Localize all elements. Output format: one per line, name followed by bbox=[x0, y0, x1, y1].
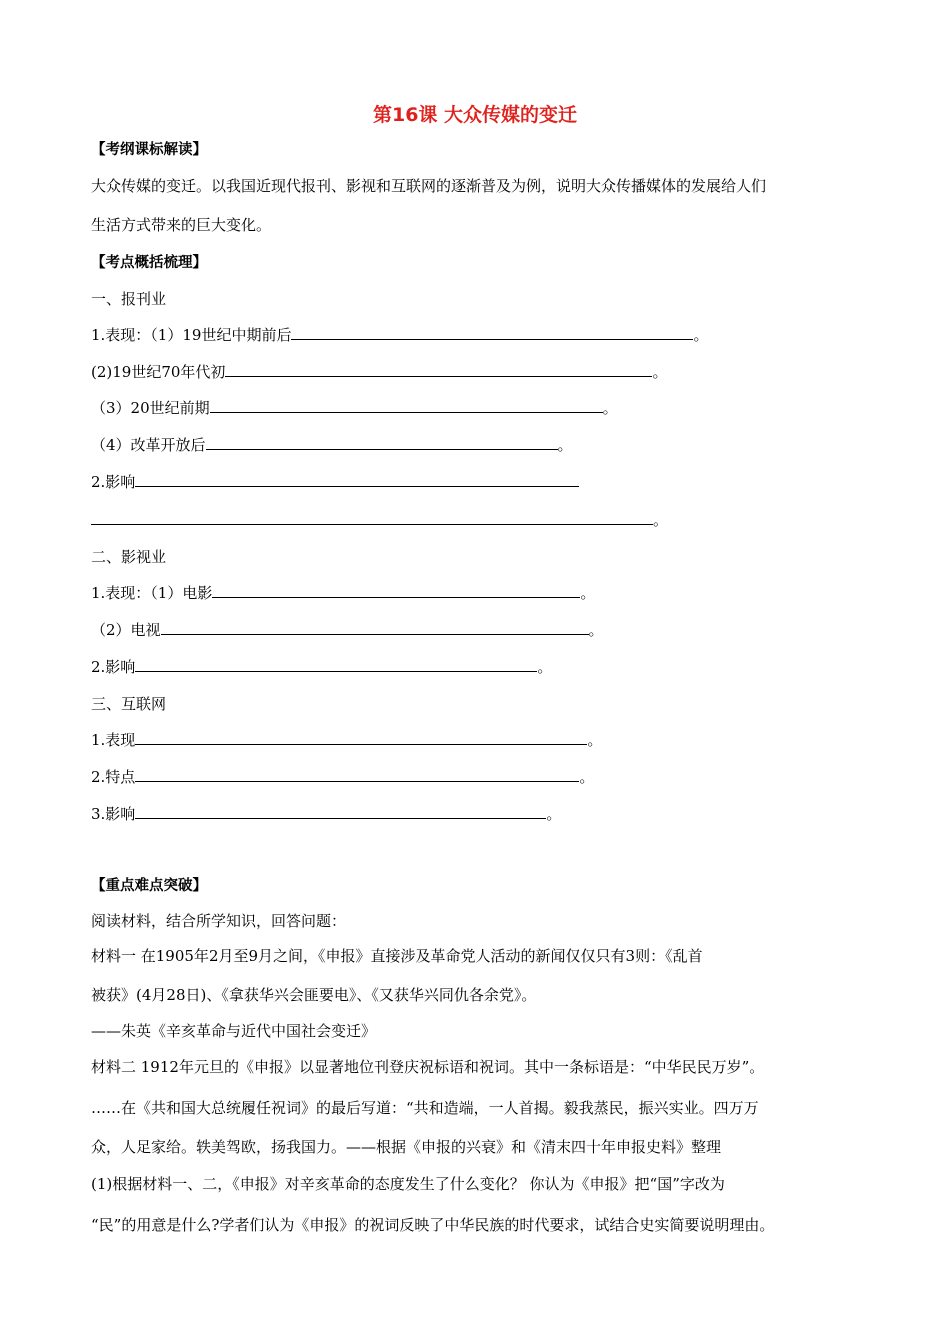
film-item-2 bbox=[91, 620, 604, 640]
item-label: 2.影响 bbox=[91, 473, 136, 491]
newspaper-influence-cont bbox=[91, 510, 668, 530]
answer-blank[interactable] bbox=[210, 398, 603, 413]
section-newspaper-heading: 一、报刊业 bbox=[91, 290, 167, 308]
internet-item-2 bbox=[91, 767, 594, 787]
material-2-line-3: 众，人足家给。轶美驾欧，扬我国力。——根据《申报的兴衰》和《清末四十年申报史料》整理 bbox=[91, 1138, 722, 1156]
points-heading: 【考点概括梳理】 bbox=[91, 255, 207, 271]
material-1-line-2: 被获》(4月28日)、《拿获华兴会匪要电》、《又获华兴同仇各余党》。 bbox=[91, 986, 537, 1004]
answer-blank[interactable] bbox=[135, 730, 587, 745]
newspaper-influence bbox=[91, 472, 579, 492]
page-title: 第16课 大众传媒的变迁 bbox=[372, 104, 578, 126]
material-1-line-1: 材料一 在1905年2月至9月之间，《申报》直接涉及革命党人活动的新闻仅仅只有3则：《乱首 bbox=[91, 947, 703, 965]
item-label: 2.特点 bbox=[91, 768, 136, 786]
newspaper-item-3 bbox=[91, 398, 618, 418]
answer-blank[interactable] bbox=[212, 583, 580, 598]
newspaper-item-2 bbox=[91, 362, 667, 382]
question-1-line-1: (1)根据材料一、二，《申报》对辛亥革命的态度发生了什么变化？ 你认为《申报》把“国”字改为 bbox=[91, 1175, 725, 1193]
period-mark: 。 bbox=[546, 805, 562, 823]
internet-item-1 bbox=[91, 730, 602, 750]
newspaper-item-4 bbox=[91, 435, 573, 455]
film-item-1 bbox=[91, 583, 595, 603]
answer-blank[interactable] bbox=[91, 510, 653, 525]
period-mark: 。 bbox=[557, 436, 573, 454]
item-label: 1.表现：（1）电影 bbox=[91, 584, 213, 602]
answer-blank[interactable] bbox=[206, 435, 558, 450]
answer-blank[interactable] bbox=[161, 620, 589, 635]
material-2-line-1: 材料二 1912年元旦的《申报》以显著地位刊登庆祝标语和祝词。其中一条标语是：“中华民民万岁”。 bbox=[91, 1058, 765, 1076]
section-internet-heading: 三、互联网 bbox=[91, 695, 167, 713]
item-label: （3）20世纪前期 bbox=[91, 399, 210, 417]
period-mark: 。 bbox=[580, 584, 596, 602]
answer-blank[interactable] bbox=[135, 472, 579, 487]
outline-heading: 【考纲课标解读】 bbox=[91, 142, 207, 158]
period-mark: 。 bbox=[653, 511, 669, 529]
item-label: （2）电视 bbox=[91, 621, 161, 639]
newspaper-item-1 bbox=[91, 325, 708, 345]
item-label: 2.影响 bbox=[91, 658, 136, 676]
item-label: 3.影响 bbox=[91, 805, 136, 823]
material-1-source: ——朱英《辛亥革命与近代中国社会变迁》 bbox=[91, 1022, 377, 1040]
outline-text-line-1: 大众传媒的变迁。以我国近现代报刊、影视和互联网的逐渐普及为例，说明大众传播媒体的发展给人们 bbox=[91, 177, 767, 195]
internet-item-3 bbox=[91, 804, 561, 824]
period-mark: 。 bbox=[602, 399, 618, 417]
answer-blank[interactable] bbox=[135, 804, 546, 819]
outline-text-line-2: 生活方式带来的巨大变化。 bbox=[91, 216, 272, 234]
period-mark: 。 bbox=[579, 768, 595, 786]
key-points-heading: 【重点难点突破】 bbox=[91, 878, 207, 894]
question-intro: 阅读材料，结合所学知识，回答问题： bbox=[91, 912, 347, 930]
period-mark: 。 bbox=[693, 326, 709, 344]
period-mark: 。 bbox=[537, 658, 553, 676]
period-mark: 。 bbox=[587, 731, 603, 749]
item-label: 1.表现：（1）19世纪中期前后 bbox=[91, 326, 292, 344]
material-2-line-2: ……在《共和国大总统履任祝词》的最后写道：“共和造端，一人首揭。毅我蒸民，振兴实业。四万万 bbox=[91, 1099, 759, 1117]
film-influence bbox=[91, 657, 552, 677]
answer-blank[interactable] bbox=[291, 325, 693, 340]
question-1-line-2: “民”的用意是什么?学者们认为《申报》的祝词反映了中华民族的时代要求，试结合史实简要说明理由。 bbox=[91, 1216, 775, 1234]
period-mark: 。 bbox=[652, 363, 668, 381]
period-mark: 。 bbox=[588, 621, 604, 639]
item-label: 1.表现 bbox=[91, 731, 136, 749]
item-label: （4）改革开放后 bbox=[91, 436, 206, 454]
answer-blank[interactable] bbox=[225, 362, 652, 377]
item-label: (2)19世纪70年代初 bbox=[91, 363, 226, 381]
section-film-tv-heading: 二、影视业 bbox=[91, 548, 167, 566]
answer-blank[interactable] bbox=[135, 657, 537, 672]
answer-blank[interactable] bbox=[135, 767, 579, 782]
